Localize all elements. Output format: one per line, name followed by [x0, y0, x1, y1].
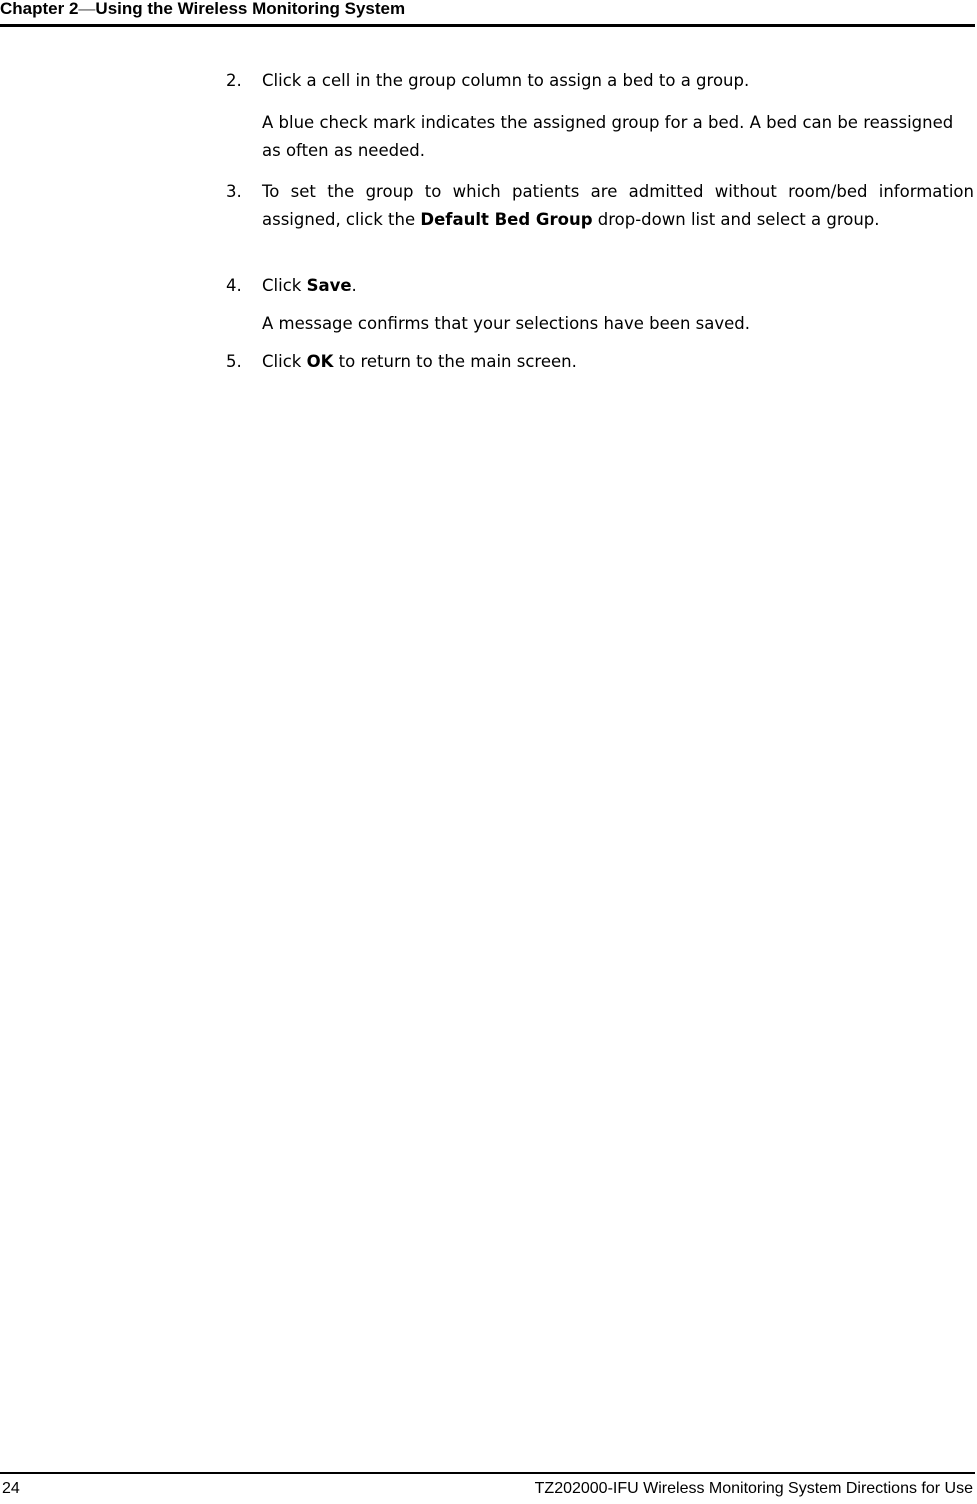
step-number: 3. [226, 182, 242, 201]
step-text [262, 348, 974, 376]
step-number: 2. [226, 71, 242, 90]
step-text-before: Click [262, 276, 302, 295]
step-number: 4. [226, 276, 242, 295]
step-text-after: to return to the main screen. [338, 352, 577, 371]
step-3 [226, 178, 974, 234]
chapter-label: Chapter 2 [0, 0, 79, 18]
step-2 [226, 67, 974, 95]
step-text [262, 272, 974, 300]
step-number: 5. [226, 352, 242, 371]
step-5 [226, 348, 974, 376]
default-bed-group-label: Default Bed Group [420, 210, 593, 229]
step-4-note: A message confirms that your selections have been saved. [262, 314, 751, 333]
page-footer [0, 1472, 975, 1504]
header-separator: — [78, 0, 96, 18]
step-text-before: To set the group to which patients are admitted without room/bed information assigned, click the [262, 182, 974, 229]
document-title: TZ202000-IFU Wireless Monitoring System Directions for Use [534, 1480, 973, 1497]
step-2-note: A blue check mark indicates the assigned group for a bed. A bed can be reassigned as often as needed. [262, 113, 954, 160]
step-text: Click a cell in the group column to assign a bed to a group. [262, 71, 750, 90]
ok-label: OK [306, 352, 334, 371]
step-text-after: . [351, 276, 357, 295]
save-label: Save [306, 276, 352, 295]
page-number: 24 [2, 1480, 20, 1497]
step-4 [226, 272, 974, 300]
page-header [0, 0, 975, 27]
step-text [262, 178, 974, 234]
step-text-after: drop-down list and select a group. [597, 210, 880, 229]
step-text-before: Click [262, 352, 302, 371]
chapter-title: Using the Wireless Monitoring System [95, 0, 406, 18]
